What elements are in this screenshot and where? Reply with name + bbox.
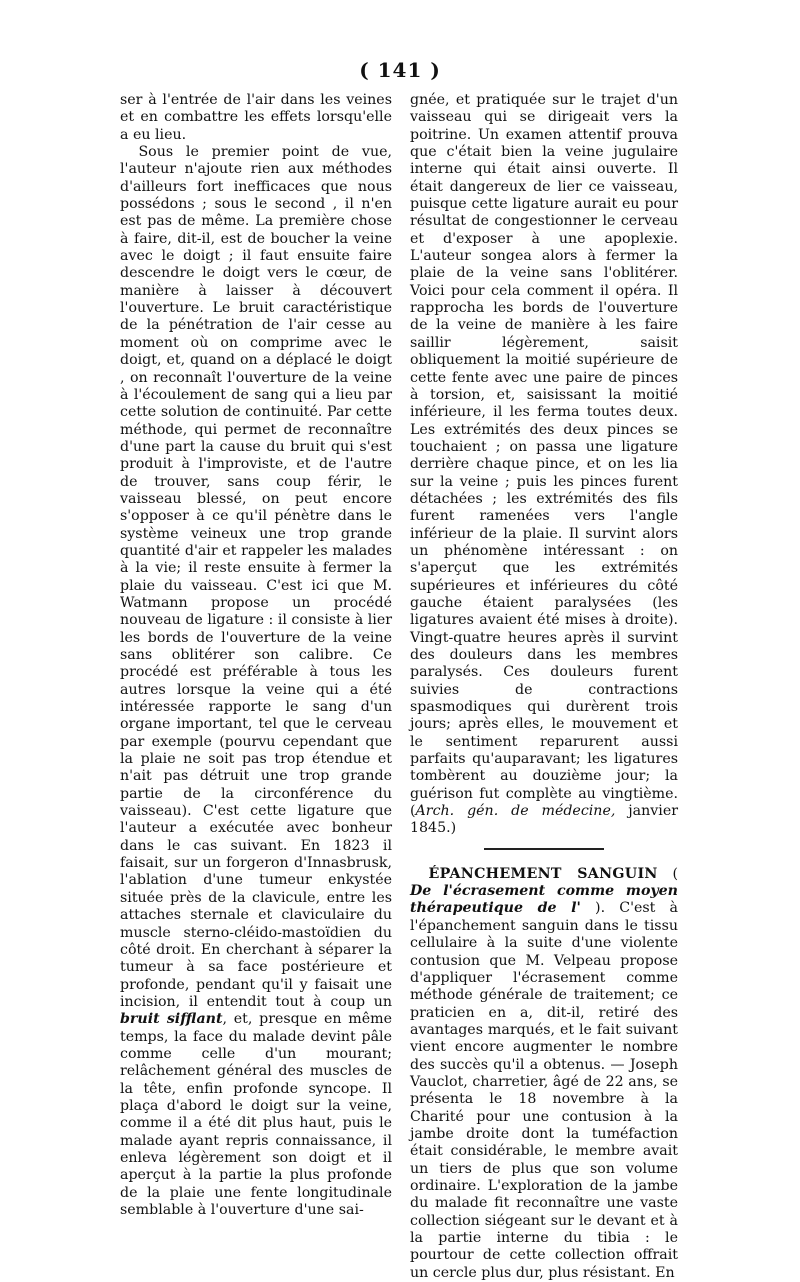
section-divider bbox=[484, 848, 604, 850]
section-body: C'est à l'épanchement sanguin dans le tissu cellulaire à la suite d'une violente contusion que M. Velpeau propose d'appliquer l'écrasement comme méthode générale de traitement; ce praticien en a, dit-il, retiré des avantages marqués, et le fait suivant vient encore augmenter le nombre des succès qu'il a obtenus. — Joseph Vauclot, charretier, âgé de 22 ans, se présenta le 18 novembre à la Charité pour une contusion à la jambe droite dont la tuméfaction était considérable, le membre avait un tiers de plus que son volume ordinaire. L'exploration de la jambe du malade fit reconnaître une vaste collection siégeant sur le devant et à la partie interne du tibia : le pourtour de cette collection offrait un cercle plus dur, plus résistant. En bbox=[410, 900, 678, 1281]
emphasis-bruit-sifflant: bruit sifflant bbox=[120, 1011, 223, 1028]
left-paragraph-text-end: , et, presque en même temps, la face du malade devint pâle comme celle d'un mourant; relâchement général des muscles de la tête, enfin profonde syncope. Il plaça d'abord le doigt sur la veine, comme il a été dit plus haut, puis le malade ayant repris connaissance, il enleva légèrement son doigt et il aperçut à la partie la plus profonde de la plaie une fente longitudinale semblable à l'ouverture d'une sai- bbox=[120, 1011, 393, 1218]
section-subtitle: De l'écrasement comme moyen thérapeutique de l' bbox=[410, 883, 678, 917]
right-paragraph-text: gnée, et pratiquée sur le trajet d'un vaisseau qui se dirigeait vers la poitrine. Un examen attentif prouva que c'était bien la veine jugulaire interne qui était ainsi ouverte. Il était dangereux de lier ce vaisseau, puisque cette ligature aurait eu pour résultat de congestionner le cerveau et d'exposer à une apoplexie. L'auteur songea alors à fermer la plaie de la veine sans l'oblitérer. Voici pour cela comment il opéra. Il rapprocha les bords de l'ouverture de la veine de manière à les faire saillir légèrement, saisit obliquement la moitié supérieure de cette fente avec une paire de pinces à torsion, et, saisissant la moitié inférieure, il les ferma toutes deux. Les extrémités des deux pinces se touchaient ; on passa une ligature derrière chaque pince, et on les lia sur la veine ; puis les pinces furent détachées ; les extrémités des fils furent ramenées vers l'angle inférieur de la plaie. Il survint alors un phénomène intéressant : on s'aperçut que les extrémités supérieures et inférieures du côté gauche étaient paralysées (les ligatures avaient été mises à droite). Vingt-quatre heures après il survint des douleurs dans les membres paralysés. Ces douleurs furent suivies de contractions spasmodiques qui durèrent trois jours; après elles, le mouvement et le sentiment reparurent aussi parfaits qu'auparavant; les ligatures tombèrent au douzième jour; la guérison fut complète au vingtième. ( bbox=[410, 92, 678, 820]
left-paragraph-main bbox=[120, 144, 392, 1219]
section-epanchement bbox=[410, 866, 678, 1282]
citation-date: janvier 1845.) bbox=[410, 803, 678, 837]
heading-close-paren: ). bbox=[580, 900, 620, 917]
section-heading: ÉPANCHEMENT SANGUIN bbox=[428, 865, 658, 882]
citation-source: Arch. gén. de médecine, bbox=[415, 803, 616, 820]
right-paragraph-continuation bbox=[410, 92, 678, 838]
page-number: ( 141 ) bbox=[359, 58, 441, 82]
left-column bbox=[120, 92, 392, 1219]
left-paragraph-continuation: ser à l'entrée de l'air dans les veines et en combattre les effets lorsqu'elle a eu lieu. bbox=[120, 92, 392, 143]
heading-open-paren: ( bbox=[657, 865, 678, 882]
left-paragraph-text: Sous le premier point de vue, l'auteur n'ajoute rien aux méthodes d'ailleurs fort inefficaces que nous possédons ; sous le second , il n'en est pas de même. La première chose à faire, dit-il, est de boucher la veine avec le doigt ; il faut ensuite faire descendre le doigt vers le cœur, de manière à laisser à découvert l'ouverture. Le bruit caractéristique de la pénétration de l'air cesse au moment où on comprime avec le doigt, et, quand on a déplacé le doigt , on reconnaît l'ouverture de la veine à l'écoulement de sang qui a lieu par cette solution de continuité. Par cette méthode, qui permet de reconnaître d'une part la cause du bruit qui s'est produit à l'improviste, et de l'autre de trouver, sans coup férir, le vaisseau blessé, on peut encore s'opposer à ce qu'il pénètre dans le système veineux une trop grande quantité d'air et rappeler les malades à la vie; il reste ensuite à fermer la plaie du vaisseau. C'est ici que M. Watmann propose un procédé nouveau de ligature : il consiste à lier les bords de l'ouverture de la veine sans oblitérer son calibre. Ce procédé est préférable à tous les autres lorsque la veine qui a été intéressée rapporte le sang d'un organe important, tel que le cerveau par exemple (pourvu cependant que la plaie ne soit pas trop étendue et n'ait pas détruit une trop grande partie de la circonférence du vaisseau). C'est cette ligature que l'auteur a exécutée avec bonheur dans le cas suivant. En 1823 il faisait, sur un forgeron d'Innasbrusk, l'ablation d'une tumeur enkystée située près de la clavicule, entre les attaches sternale et claviculaire du muscle sterno-cléido-mastoïdien du côté droit. En cherchant à séparer la tumeur à sa face postérieure et profonde, pendant qu'il y faisait une incision, il entendit tout à coup un bbox=[120, 144, 392, 1010]
right-column bbox=[410, 92, 678, 1282]
